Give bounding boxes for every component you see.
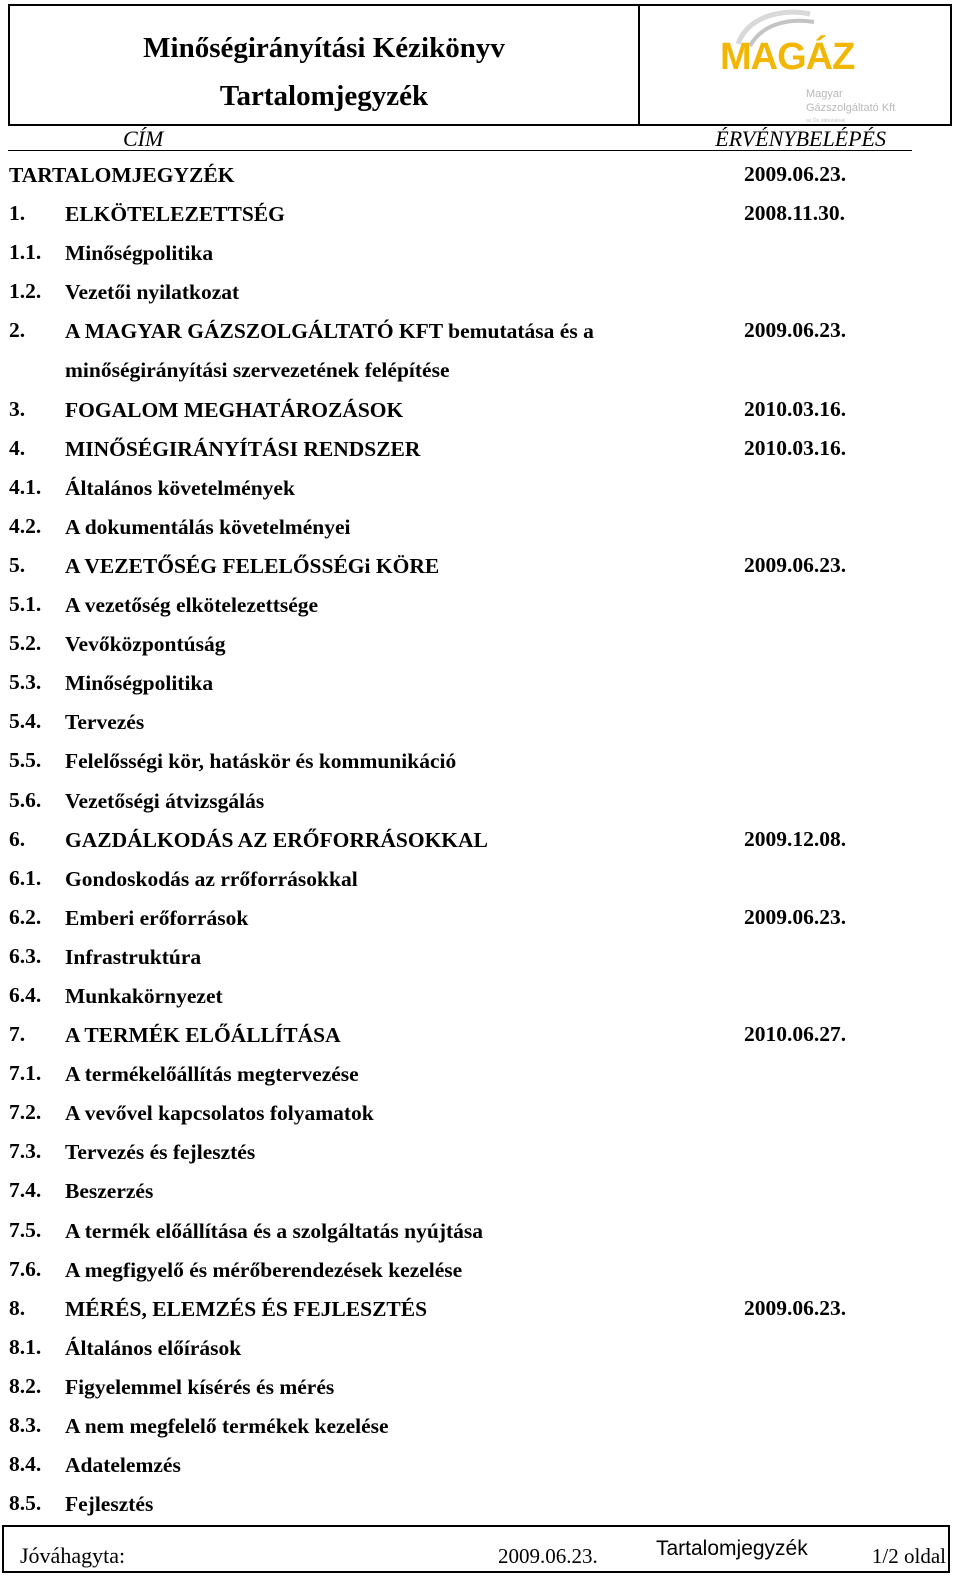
toc-num: 1. <box>9 201 26 226</box>
toc-num: 8. <box>9 1295 26 1320</box>
toc-num: 2. <box>9 318 26 343</box>
toc-title: MINŐSÉGIRÁNYÍTÁSI RENDSZER <box>65 436 421 461</box>
toc-title: Beszerzés <box>65 1179 154 1204</box>
toc-row <box>0 1290 960 1329</box>
toc-title: A termékelőállítás megtervezése <box>65 1062 359 1087</box>
toc-num: 4.2. <box>9 513 42 538</box>
toc-date: 2009.12.08. <box>744 826 847 851</box>
toc-num: 7.1. <box>9 1061 42 1086</box>
toc-num: 8.2. <box>9 1373 42 1398</box>
toc-num: 1.1. <box>9 240 42 265</box>
toc-title: Figyelemmel kísérés és mérés <box>65 1374 335 1399</box>
toc-date: 2008.11.30. <box>744 201 845 226</box>
toc-num: 5.6. <box>9 787 42 812</box>
toc-row <box>0 1446 960 1485</box>
toc-row <box>0 782 960 821</box>
footer-page-number: 1/2 oldal <box>871 1544 946 1568</box>
header-title-cell <box>10 6 640 124</box>
toc-date: 2009.06.23. <box>744 162 847 186</box>
toc-row <box>0 391 960 430</box>
toc-date: 2009.06.23. <box>744 552 847 577</box>
toc-title: Gondoskodás az rrőforrásokkal <box>65 866 358 891</box>
toc-row <box>0 430 960 469</box>
toc-num: 6.4. <box>9 982 42 1007</box>
footer-approved-label: Jóváhagyta: <box>20 1543 126 1568</box>
toc-title: ELKÖTELEZETTSÉG <box>65 202 285 227</box>
toc-row <box>0 195 960 234</box>
toc-title: A megfigyelő és mérőberendezések kezelése <box>65 1257 463 1282</box>
toc-num: 7.3. <box>9 1139 42 1164</box>
toc-title: A nem megfelelő termékek kezelése <box>65 1414 389 1438</box>
company-logo <box>656 8 946 122</box>
toc-title: TARTALOMJEGYZÉK <box>9 163 235 187</box>
toc-row <box>0 1407 960 1446</box>
toc-num: 5.3. <box>9 670 42 695</box>
toc-num: 4. <box>9 435 26 460</box>
toc-date: 2010.03.16. <box>744 396 847 421</box>
document-footer <box>2 1525 950 1573</box>
footer-document-name: Tartalomjegyzék <box>656 1537 808 1560</box>
toc-row <box>0 1094 960 1133</box>
toc-num: 8.1. <box>9 1334 42 1359</box>
document-header <box>8 4 952 126</box>
toc-date: 2010.03.16. <box>744 435 847 460</box>
toc-num: 7.4. <box>9 1178 42 1203</box>
footer-date: 2009.06.23. <box>498 1544 598 1568</box>
toc-row <box>0 860 960 899</box>
toc-title: A termék előállítása és a szolgáltatás nyújtása <box>65 1218 484 1243</box>
toc-title: Vezetői nyilatkozat <box>65 280 240 305</box>
toc-num: 5.4. <box>9 709 42 734</box>
toc-title: GAZDÁLKODÁS AZ ERŐFORRÁSOKKAL <box>65 827 488 852</box>
toc-row <box>0 899 960 938</box>
toc-title: A TERMÉK ELŐÁLLÍTÁSA <box>65 1023 341 1048</box>
logo-brand: MAGÁZ <box>720 36 855 78</box>
toc-row <box>0 1329 960 1368</box>
toc-row <box>0 1133 960 1172</box>
toc-num: 5.1. <box>9 592 42 617</box>
toc-title: Általános előírások <box>65 1335 242 1360</box>
toc-row <box>0 938 960 977</box>
toc-num: 5.2. <box>9 631 42 656</box>
toc-num: 5. <box>9 552 26 577</box>
toc-num: 4.1. <box>9 474 42 499</box>
toc-date: 2010.06.27. <box>744 1022 847 1047</box>
toc-num: 6. <box>9 826 26 851</box>
column-headers <box>8 126 912 151</box>
toc-row <box>0 1016 960 1055</box>
toc-title: Minőségpolitika <box>65 671 214 696</box>
toc-row <box>0 1055 960 1094</box>
toc-num: 8.5. <box>9 1491 42 1516</box>
toc-row <box>0 1485 960 1524</box>
toc-title: A VEZETŐSÉG FELELŐSSÉGi KÖRE <box>65 553 440 578</box>
toc-num: 8.3. <box>9 1413 42 1437</box>
toc-title: A vezetőség elkötelezettsége <box>65 593 319 618</box>
toc-num: 6.3. <box>9 943 42 968</box>
toc-title: Vevőközpontúság <box>65 632 226 657</box>
toc-row <box>0 1368 960 1407</box>
toc-title: Munkakörnyezet <box>65 983 223 1008</box>
toc-title: Emberi erőforrások <box>65 905 249 930</box>
toc-row <box>0 508 960 547</box>
document-title: Minőségirányítási Kézikönyv <box>143 32 505 64</box>
table-of-contents <box>0 156 960 1524</box>
toc-row <box>0 547 960 586</box>
toc-row <box>0 742 960 781</box>
toc-num: 7.6. <box>9 1256 42 1281</box>
toc-row <box>0 1212 960 1251</box>
toc-row <box>0 234 960 273</box>
logo-line-3: az Ön otthonának <box>806 118 846 124</box>
toc-title: FOGALOM MEGHATÁROZÁSOK <box>65 397 404 422</box>
column-date-label: ÉRVÉNYBELÉPÉS <box>715 126 886 151</box>
toc-title: A vevővel kapcsolatos folyamatok <box>65 1101 374 1126</box>
logo-line-1: Magyar <box>806 88 843 100</box>
toc-row <box>0 312 960 351</box>
toc-num: 8.4. <box>9 1452 42 1477</box>
toc-date: 2009.06.23. <box>744 1295 847 1320</box>
toc-num: 6.2. <box>9 904 42 929</box>
toc-num: 7. <box>9 1022 26 1047</box>
toc-row <box>0 1172 960 1211</box>
column-title-label: CÍM <box>123 126 164 151</box>
toc-title: Minőségpolitika <box>65 241 214 266</box>
toc-num: 7.2. <box>9 1100 42 1125</box>
toc-row <box>0 586 960 625</box>
toc-row <box>0 351 960 390</box>
toc-title: Tervezés <box>65 710 145 735</box>
toc-num: 5.5. <box>9 748 42 773</box>
toc-num: 1.2. <box>9 279 42 304</box>
toc-title: A MAGYAR GÁZSZOLGÁLTATÓ KFT bemutatása és a <box>65 319 594 344</box>
toc-title: Adatelemzés <box>65 1453 181 1478</box>
toc-row <box>0 625 960 664</box>
toc-row <box>0 273 960 312</box>
toc-num: 7.5. <box>9 1217 42 1242</box>
toc-num: 6.1. <box>9 865 42 890</box>
toc-num: 3. <box>9 396 26 421</box>
toc-row <box>0 703 960 742</box>
toc-date: 2009.06.23. <box>744 318 847 343</box>
document-subtitle: Tartalomjegyzék <box>219 80 429 112</box>
toc-title: Infrastruktúra <box>65 944 202 969</box>
toc-title: Tervezés és fejlesztés <box>65 1140 256 1165</box>
toc-row <box>0 469 960 508</box>
toc-title: MÉRÉS, ELEMZÉS ÉS FEJLESZTÉS <box>65 1296 428 1321</box>
toc-row <box>0 1251 960 1290</box>
toc-title: Felelősségi kör, hatáskör és kommunikáció <box>65 749 457 774</box>
toc-row <box>0 156 960 195</box>
logo-line-2: Gázszolgáltató Kft <box>806 102 896 114</box>
toc-title: Általános követelmények <box>65 475 295 500</box>
toc-row <box>0 821 960 860</box>
toc-date: 2009.06.23. <box>744 904 847 929</box>
toc-title: Fejlesztés <box>65 1492 154 1517</box>
toc-row <box>0 664 960 703</box>
toc-title: A dokumentálás követelményei <box>65 514 351 539</box>
toc-title: Vezetőségi átvizsgálás <box>65 788 265 813</box>
toc-title: minőségirányítási szervezetének felépítése <box>65 358 450 383</box>
toc-row <box>0 977 960 1016</box>
